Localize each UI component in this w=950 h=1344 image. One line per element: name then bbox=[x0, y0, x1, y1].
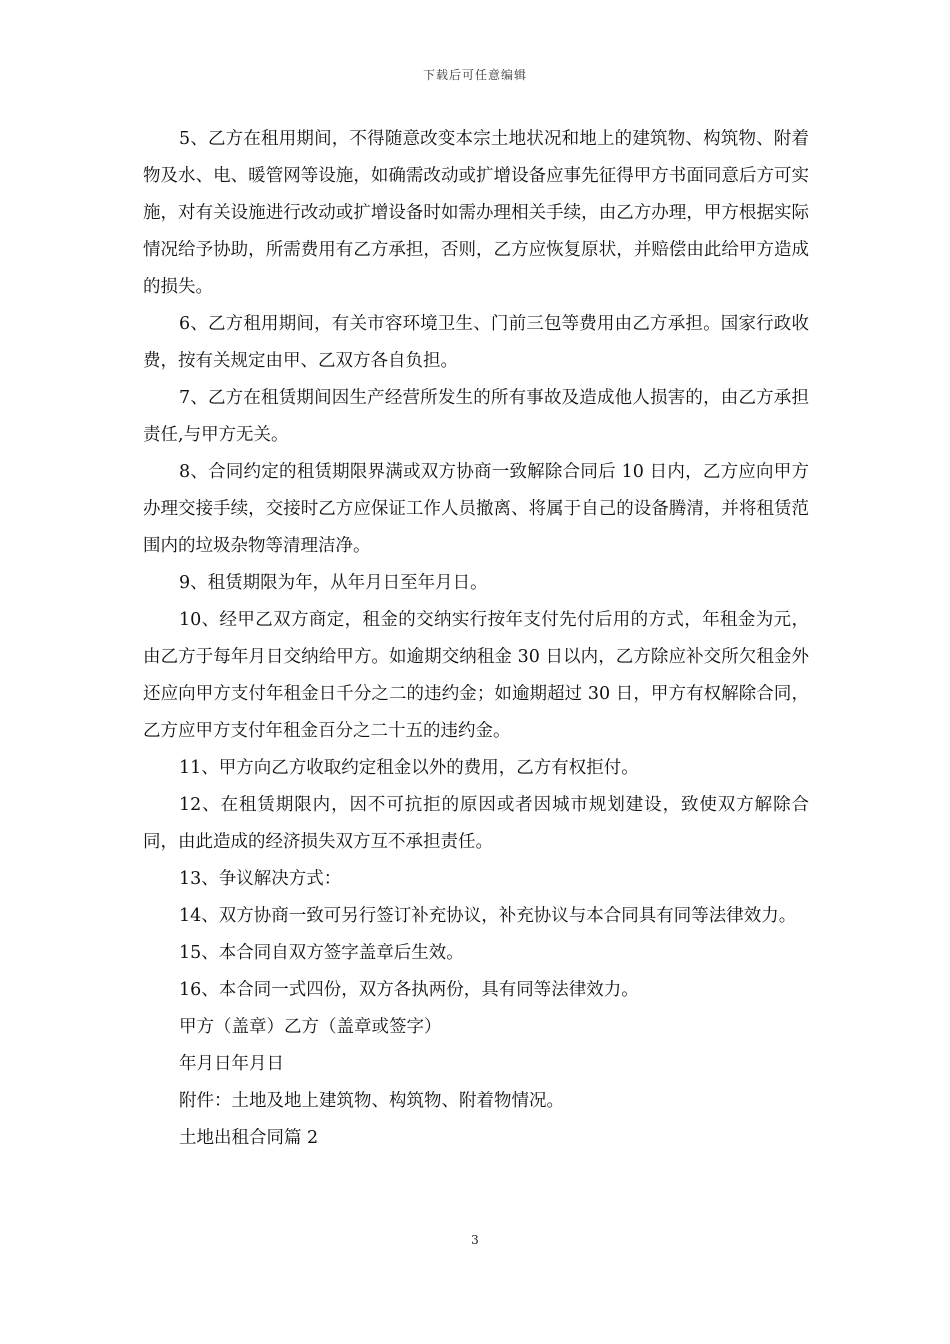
clause-16: 16、本合同一式四份，双方各执两份，具有同等法律效力。 bbox=[179, 980, 639, 1000]
clause-5: 5、乙方在租用期间，不得随意改变本宗土地状况和地上的建筑物、构筑物、附着物及水、电、暖管网等设施，如确需改动或扩增设备应事先征得甲方书面同意后方可实施，对有关设施进行改动或扩增设备时如需办理相关手续，由乙方办理，甲方根据实际情况给予协助，所需费用有乙方承担，否则，乙方应恢复原状，并赔偿由此给甲方造成的损失。 bbox=[143, 129, 809, 297]
clause-7: 7、乙方在租赁期间因生产经营所发生的所有事故及造成他人损害的，由乙方承担责任,与甲方无关。 bbox=[143, 388, 809, 445]
next-contract-title: 土地出租合同篇 2 bbox=[179, 1128, 319, 1148]
clause-13: 13、争议解决方式： bbox=[179, 869, 342, 889]
signature-parties: 甲方（盖章）乙方（盖章或签字） bbox=[179, 1017, 442, 1037]
page-header: 下载后可任意编辑 bbox=[422, 68, 527, 82]
clause-10: 10、经甲乙双方商定，租金的交纳实行按年支付先付后用的方式，年租金为元，由乙方于每年月日交纳给甲方。如逾期交纳租金 30 日以内，乙方除应补交所欠租金外还应向甲方支付年租金日千分之二的违约金；如逾期超过 30 日，甲方有权解除合同，乙方应甲方支付年租金百分之二十五的违约金。 bbox=[143, 610, 809, 741]
document-body bbox=[143, 121, 809, 1157]
clause-8: 8、合同约定的租赁期限界满或双方协商一致解除合同后 10 日内，乙方应向甲方办理交接手续，交接时乙方应保证工作人员撤离、将属于自己的设备腾清，并将租赁范围内的垃圾杂物等清理洁净。 bbox=[143, 462, 809, 556]
page-number: 3 bbox=[471, 1233, 479, 1247]
clause-11: 11、甲方向乙方收取约定租金以外的费用，乙方有权拒付。 bbox=[179, 758, 639, 778]
clause-15: 15、本合同自双方签字盖章后生效。 bbox=[179, 943, 464, 963]
clause-6: 6、乙方租用期间，有关市容环境卫生、门前三包等费用由乙方承担。国家行政收费，按有关规定由甲、乙双方各自负担。 bbox=[143, 314, 809, 371]
clause-14: 14、双方协商一致可另行签订补充协议，补充协议与本合同具有同等法律效力。 bbox=[179, 906, 797, 926]
clause-9: 9、租赁期限为年，从年月日至年月日。 bbox=[179, 573, 488, 593]
signature-dates: 年月日年月日 bbox=[179, 1054, 284, 1074]
clause-12: 12、在租赁期限内，因不可抗拒的原因或者因城市规划建设，致使双方解除合同，由此造成的经济损失双方互不承担责任。 bbox=[143, 795, 809, 852]
attachment-note: 附件：土地及地上建筑物、构筑物、附着物情况。 bbox=[179, 1091, 564, 1111]
